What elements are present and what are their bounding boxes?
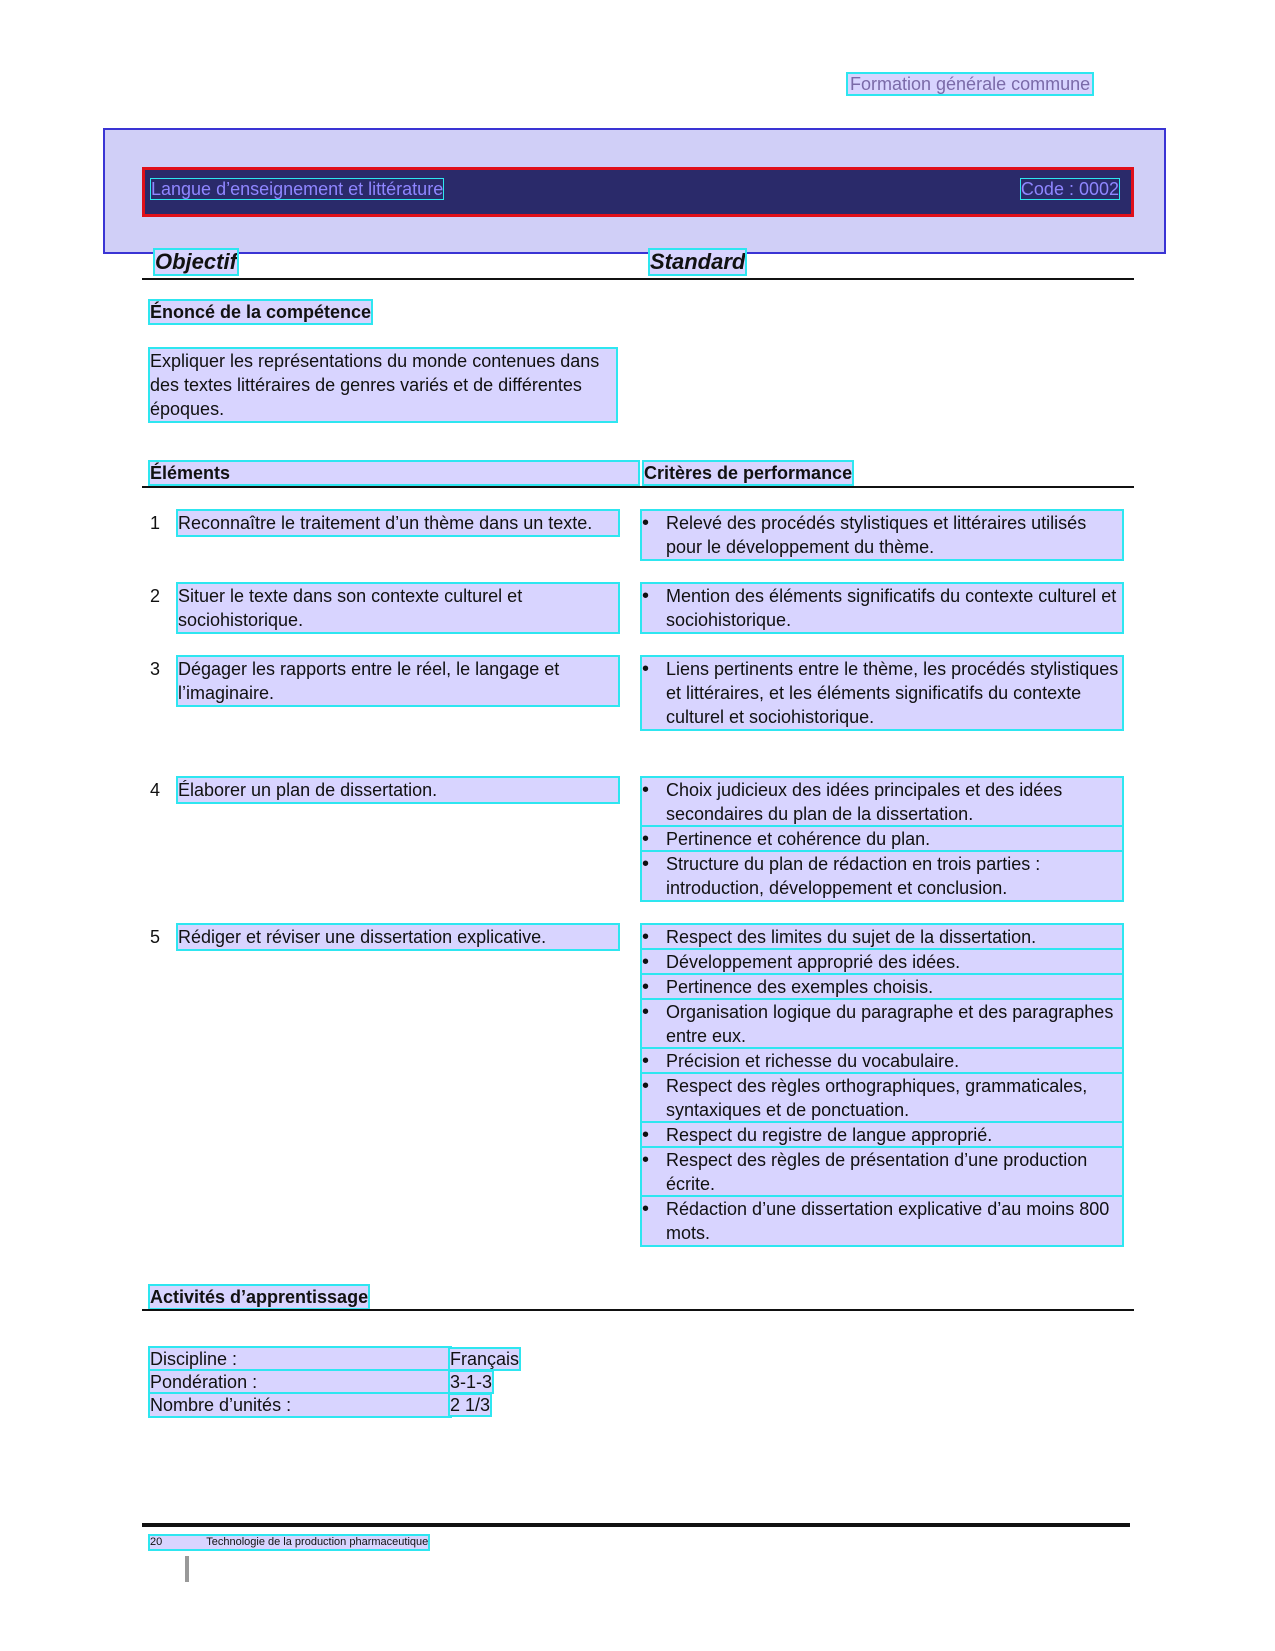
criterion-item: • Relevé des procédés stylistiques et littéraires utilisés pour le développement du thème.: [642, 511, 1122, 559]
criterion-item: • Organisation logique du paragraphe et des paragraphes entre eux.: [642, 1000, 1122, 1048]
criterion-item: • Rédaction d’une dissertation explicative d’au moins 800 mots.: [642, 1197, 1122, 1245]
element-text: Rédiger et réviser une dissertation explicative.: [178, 925, 618, 949]
criterion-item: • Respect du registre de langue approprié.: [642, 1123, 1122, 1147]
units-label: Nombre d’unités :: [150, 1394, 450, 1416]
element-text: Dégager les rapports entre le réel, le langage et l’imaginaire.: [178, 657, 618, 705]
criteria-list: [642, 925, 1122, 1246]
element-number: 1: [150, 513, 161, 533]
criterion-item: • Liens pertinents entre le thème, les procédés stylistiques et littéraires, et les éléments significatifs du contexte culturel et sociohistorique.: [642, 657, 1122, 729]
units-row: [150, 1394, 490, 1416]
program-name: Technologie de la production pharmaceutique: [206, 1536, 429, 1548]
element-number: 3: [150, 659, 161, 679]
divider: [142, 486, 1134, 488]
footer-rule: [142, 1523, 1130, 1527]
element-text: Situer le texte dans son contexte culturel et sociohistorique.: [178, 584, 618, 632]
course-title: Langue d’enseignement et littérature: [151, 179, 444, 199]
criterion-item: • Mention des éléments significatifs du contexte culturel et sociohistorique.: [642, 584, 1122, 632]
criteria-list: [642, 778, 1122, 901]
criterion-item: • Structure du plan de rédaction en trois parties : introduction, développement et conclusion.: [642, 852, 1122, 900]
criteria-list: [642, 511, 1122, 560]
running-header: Formation générale commune: [850, 74, 1091, 94]
criterion-item: • Respect des règles de présentation d’une production écrite.: [642, 1148, 1122, 1196]
criterion-item: • Précision et richesse du vocabulaire.: [642, 1049, 1122, 1073]
course-code: Code : 0002: [1020, 179, 1119, 199]
element-number: 2: [150, 586, 161, 606]
units-value: 2 1/3: [450, 1395, 491, 1415]
criterion-item: • Respect des limites du sujet de la dissertation.: [642, 925, 1122, 949]
criterion-item: • Développement approprié des idées.: [642, 950, 1122, 974]
footer: [150, 1536, 428, 1549]
elements-heading: Éléments: [150, 462, 638, 484]
ponderation-row: [150, 1371, 492, 1393]
criterion-item: • Pertinence et cohérence du plan.: [642, 827, 1122, 851]
ponderation-label: Pondération :: [150, 1371, 450, 1393]
discipline-label: Discipline :: [150, 1348, 450, 1370]
element-text: Élaborer un plan de dissertation.: [178, 778, 618, 802]
discipline-value: Français: [450, 1349, 520, 1369]
criteria-heading: Critères de performance: [644, 463, 853, 483]
objective-heading: Objectif: [155, 249, 237, 274]
element-number: 4: [150, 780, 161, 800]
margin-mark: [185, 1556, 189, 1582]
activities-heading: Activités d’apprentissage: [150, 1287, 369, 1307]
criterion-item: • Choix judicieux des idées principales et des idées secondaires du plan de la dissertation.: [642, 778, 1122, 826]
criteria-list: [642, 584, 1122, 633]
discipline-row: [150, 1348, 519, 1370]
page-number: 20: [150, 1536, 163, 1548]
criteria-list: [642, 657, 1122, 730]
divider: [142, 278, 1134, 280]
criterion-item: • Pertinence des exemples choisis.: [642, 975, 1122, 999]
ponderation-value: 3-1-3: [450, 1372, 493, 1392]
element-text: Reconnaître le traitement d’un thème dans un texte.: [178, 511, 618, 535]
title-bar: [142, 167, 1134, 217]
criterion-item: • Respect des règles orthographiques, grammaticales, syntaxiques et de ponctuation.: [642, 1074, 1122, 1122]
competence-heading: Énoncé de la compétence: [150, 302, 372, 322]
element-number: 5: [150, 927, 161, 947]
competence-text: Expliquer les représentations du monde contenues dans des textes littéraires de genres variés et de différentes époques.: [150, 349, 616, 421]
divider: [142, 1309, 1134, 1311]
standard-heading: Standard: [650, 249, 746, 274]
